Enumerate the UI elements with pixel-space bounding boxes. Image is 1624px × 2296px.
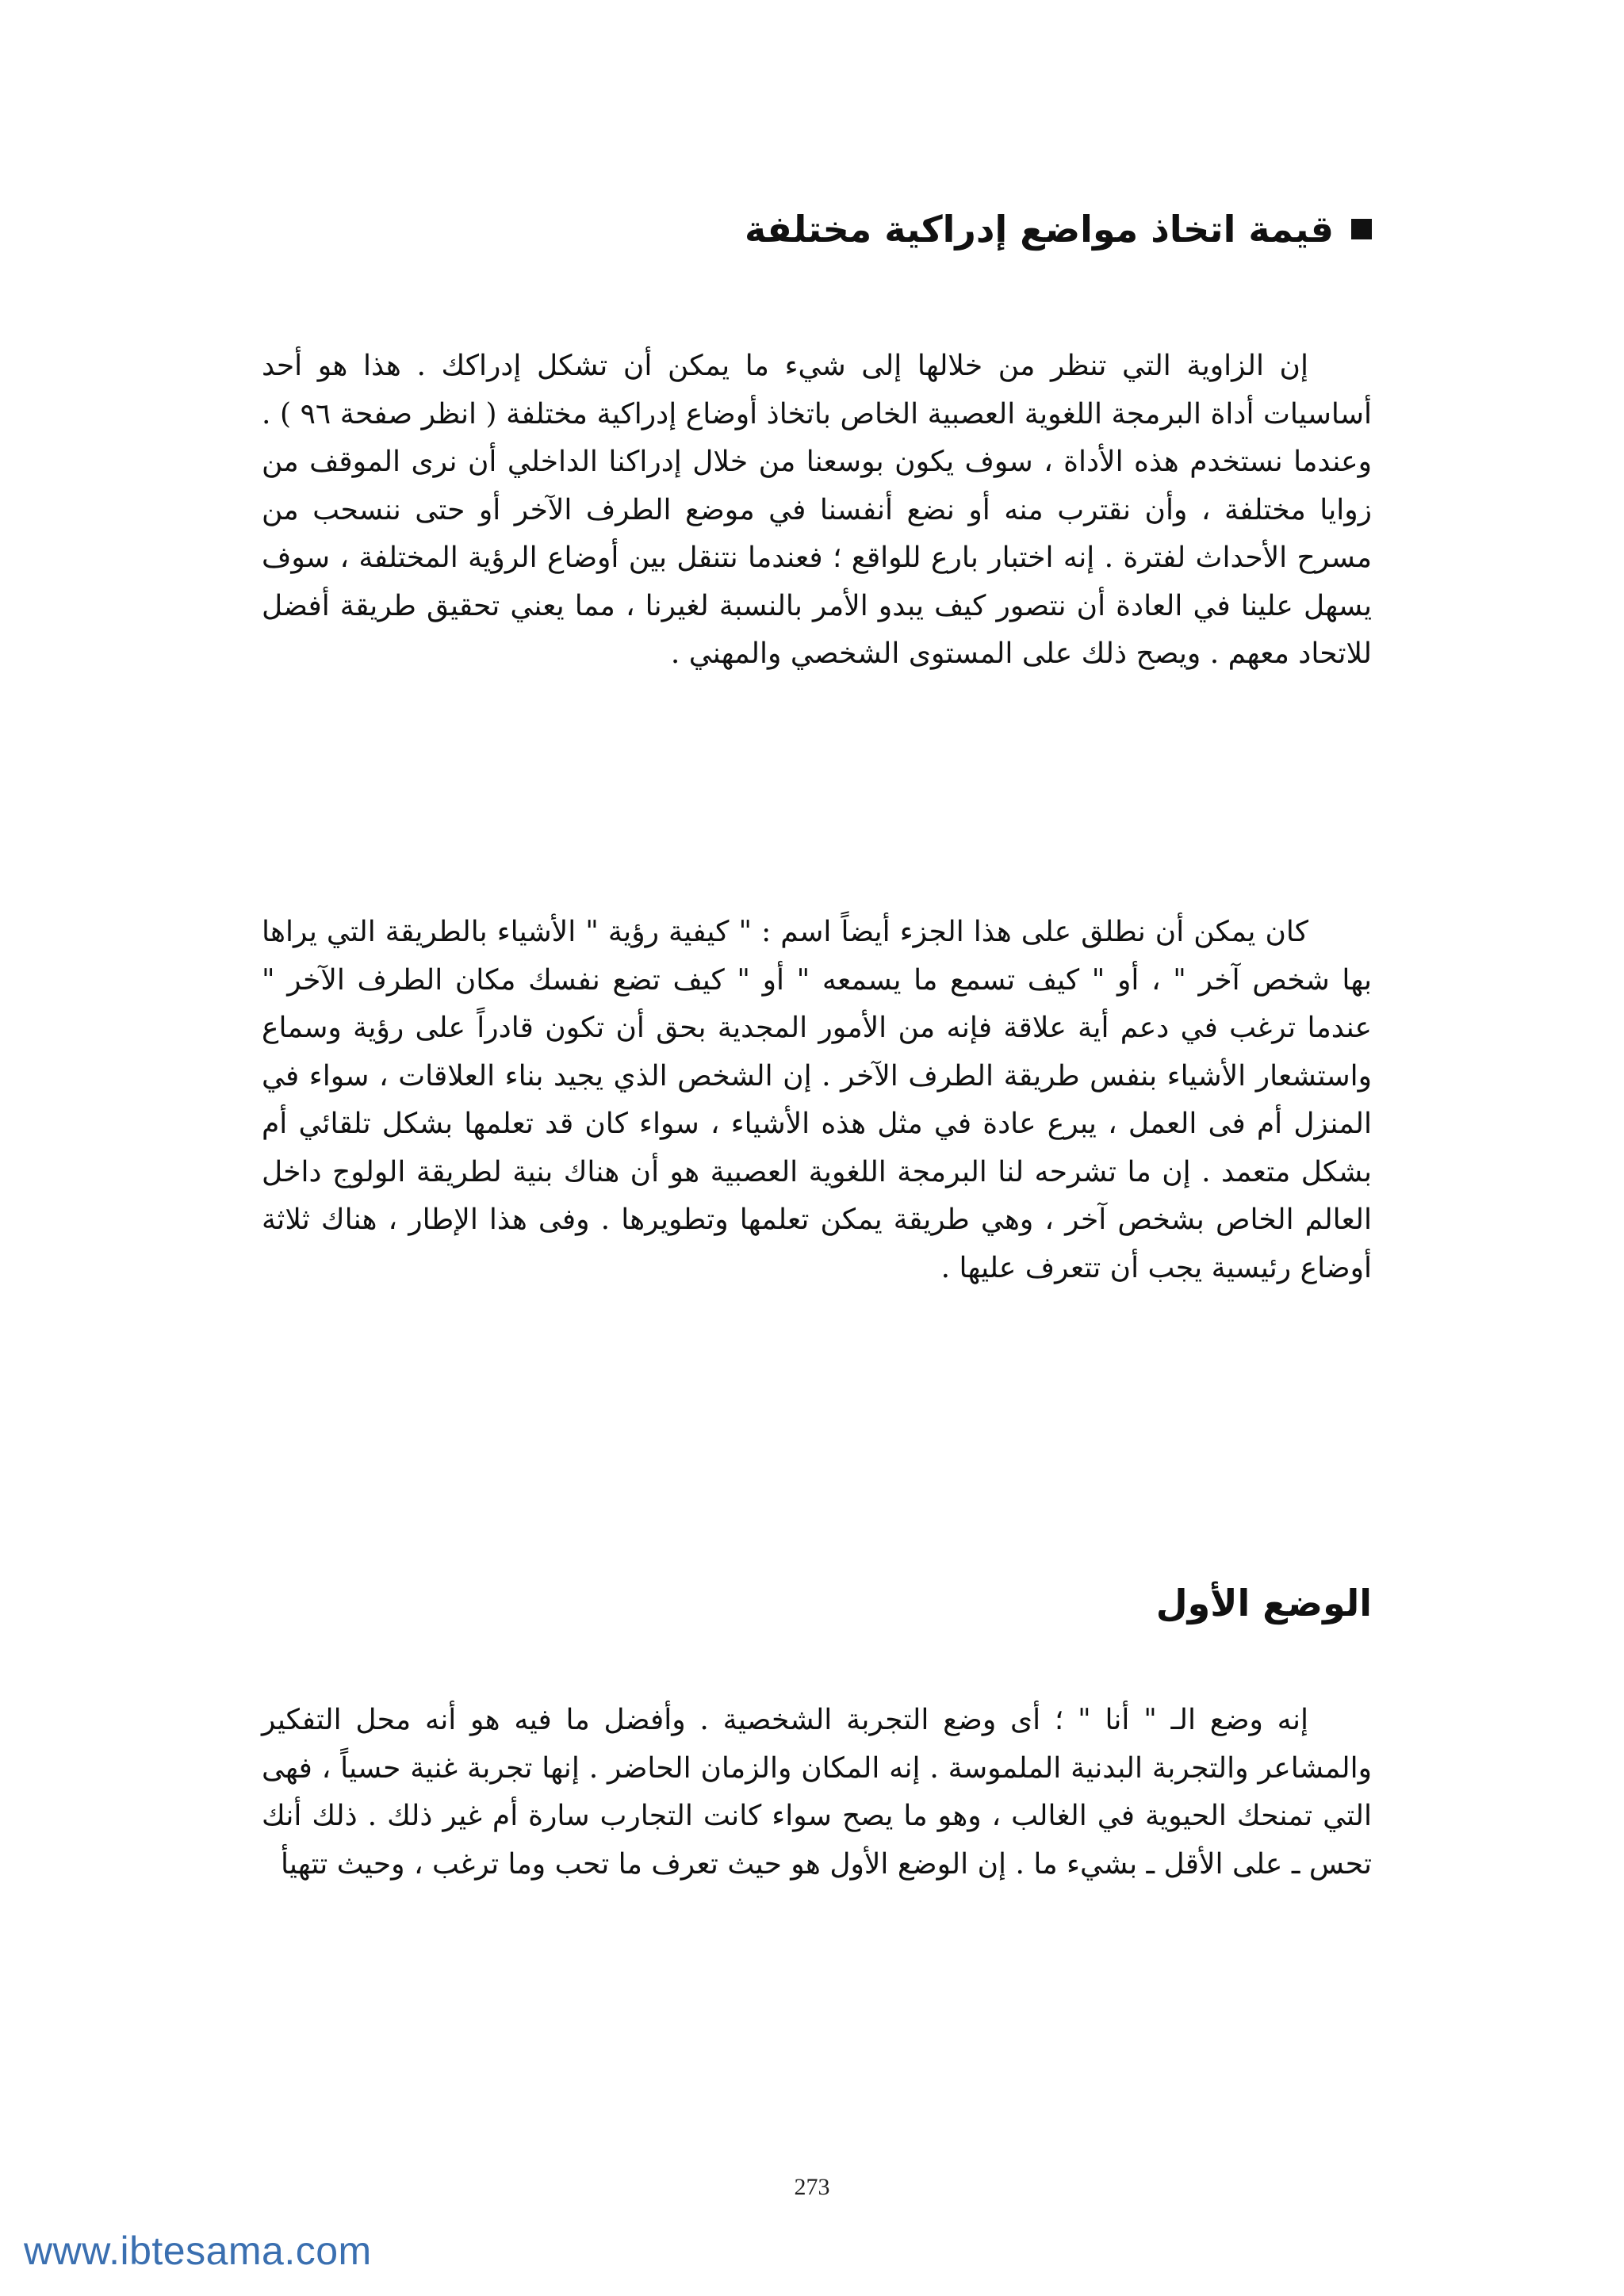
section-heading-text: قيمة اتخاذ مواضع إدراكية مختلفة: [745, 208, 1334, 251]
page-number: 273: [794, 2174, 830, 2200]
section-heading: [745, 208, 1372, 251]
body-text-block-3: [262, 1697, 1372, 1888]
paragraph: كان يمكن أن نطلق على هذا الجزء أيضاً اسم : " كيفية رؤية " الأشياء بالطريقة التي يراها بها شخص آخر " ، أو " كيف تسمع ما يسمعه " أو " كيف تضع نفسك مكان الطرف الآخر " عندما ترغب في دعم أية علاقة فإنه من الأمور المجدية بحق أن تكون قادراً على رؤية وسماع واستشعار الأشياء بنفس طريقة الطرف الآخر . إن الشخص الذي يجيد بناء العلاقات ، سواء في المنزل أم فى العمل ، يبرع عادة في مثل هذه الأشياء ، سواء كان قد تعلمها بشكل تلقائي أم بشكل متعمد . إن ما تشرحه لنا البرمجة اللغوية العصبية هو أن هناك بنية لطريقة الولوج داخل العالم الخاص بشخص آخر ، وهي طريقة يمكن تعلمها وتطويرها . وفى هذا الإطار ، هناك ثلاثة أوضاع رئيسية يجب أن تتعرف عليها .: [262, 916, 1372, 1284]
watermark-url: www.ibtesama.com: [24, 2229, 372, 2273]
paragraph: إنه وضع الـ " أنا " ؛ أى وضع التجربة الشخصية . وأفضل ما فيه هو أنه محل التفكير والمشاعر والتجربة البدنية الملموسة . إنه المكان والزمان الحاضر . إنها تجربة غنية حسياً ، فهى التي تمنحك الحيوية في الغالب ، وهو ما يصح سواء كانت التجارب سارة أم غير ذلك . ذلك أنك تحس ـ على الأقل ـ بشيء ما . إن الوضع الأول هو حيث تعرف ما تحب وما ترغب ، وحيث تتهيأ: [262, 1704, 1372, 1881]
square-bullet-icon: [1351, 219, 1372, 239]
paragraph: إن الزاوية التي تنظر من خلالها إلى شيء ما يمكن أن تشكل إدراكك . هذا هو أحد أساسيات أداة البرمجة اللغوية العصبية الخاص باتخاذ أوضاع إدراكية مختلفة ( انظر صفحة ٩٦ ) . وعندما نستخدم هذه الأداة ، سوف يكون بوسعنا من خلال إدراكنا الداخلي أن نرى الموقف من زوايا مختلفة ، وأن نقترب منه أو نضع أنفسنا في موضع الطرف الآخر أو حتى ننسحب من مسرح الأحداث لفترة . إنه اختبار بارع للواقع ؛ فعندما نتنقل بين أوضاع الرؤية المختلفة ، سوف يسهل علينا في العادة أن نتصور كيف يبدو الأمر بالنسبة لغيرنا ، مما يعني تحقيق طريقة أفضل للاتحاد معهم . ويصح ذلك على المستوى الشخصي والمهني .: [262, 350, 1372, 670]
subsection-heading: الوضع الأول: [1155, 1582, 1372, 1624]
body-text-block-2: [262, 909, 1372, 1292]
body-text-block-1: [262, 342, 1372, 679]
